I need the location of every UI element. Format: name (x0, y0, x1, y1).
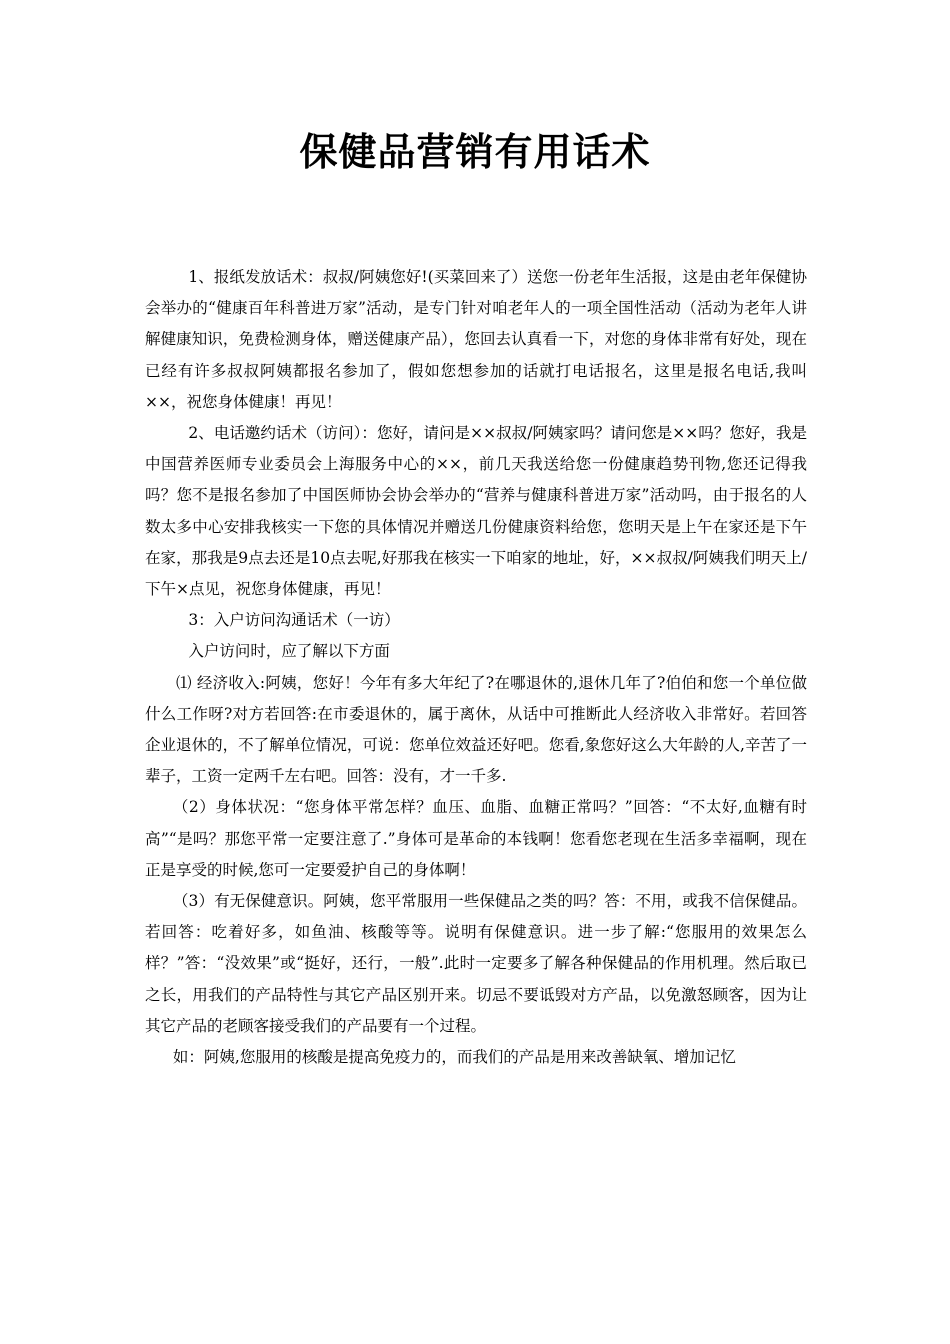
paragraph-health-status: （2）身体状况：“您身体平常怎样？血压、血脂、血糖正常吗？”回答：“不太好,血糖有时高”“是吗？那您平常一定要注意了.”身体可是革命的本钱啊！您看您老现在生活多幸福啊，现在正是享受的时候,您可一定要爱护自己的身体啊！ (145, 798, 807, 879)
paragraph-phone-invitation-script: 2、电话邀约话术（访问）：您好，请问是××叔叔/阿姨家吗？请问您是××吗？您好，我是中国营养医师专业委员会上海服务中心的××，前几天我送给您一份健康趋势刊物,您还记得我吗？您不是报名参加了中国医师协会协会举办的“营养与健康科普进万家”活动吗，由于报名的人数太多中心安排我核实一下您的具体情况并赠送几份健康资料给您，您明天是上午在家还是下午在家，那我是9点去还是10点去呢,好那我在核实一下咱家的地址，好，××叔叔/阿姨我们明天上/下午×点见，祝您身体健康，再见！ (145, 424, 807, 599)
paragraph-health-awareness: （3）有无保健意识。阿姨，您平常服用一些保健品之类的吗？答：不用，或我不信保健品。若回答：吃着好多，如鱼油、核酸等等。说明有保健意识。进一步了解:“您服用的效果怎么样？”答：“没效果”或“挺好，还行，一般”.此时一定要多了解各种保健品的作用机理。然后取已之长，用我们的产品特性与其它产品区别开来。切忌不要诋毁对方产品，以免激怒顾客，因为让其它产品的老顾客接受我们的产品要有一个过程。 (145, 892, 807, 1035)
paragraph-economic-income: ⑴ 经济收入:阿姨，您好！今年有多大年纪了?在哪退休的,退休几年了?伯伯和您一个单位做什么工作呀?对方若回答:在市委退休的，属于离休，从话中可推断此人经济收入非常好。若回答企业退休的，不了解单位情况，可说：您单位效益还好吧。您看,象您好这么大年龄的人,辛苦了一辈子，工资一定两千左右吧。回答：没有，才一千多. (145, 673, 807, 786)
paragraph-example: 如：阿姨,您服用的核酸是提高免疫力的，而我们的产品是用来改善缺氧、增加记忆 (172, 1048, 736, 1067)
paragraph-home-visit-intro: 入户访问时，应了解以下方面 (188, 642, 390, 661)
paragraph-newspaper-script: 1、报纸发放话术：叔叔/阿姨您好!(买菜回来了）送您一份老年生活报，这是由老年保健协会举办的“健康百年科普进万家”活动，是专门针对咱老年人的一项全国性活动（活动为老年人讲解健康知识，免费检测身体，赠送健康产品），您回去认真看一下，对您的身体非常有好处，现在已经有许多叔叔阿姨都报名参加了，假如您想参加的话就打电话报名，这里是报名电话,我叫××，祝您身体健康！再见！ (145, 268, 807, 411)
document-body (145, 262, 807, 1073)
document-title: 保健品营销有用话术 (299, 129, 651, 174)
section-heading-home-visit: 3：入户访问沟通话术（一访） (188, 611, 400, 630)
